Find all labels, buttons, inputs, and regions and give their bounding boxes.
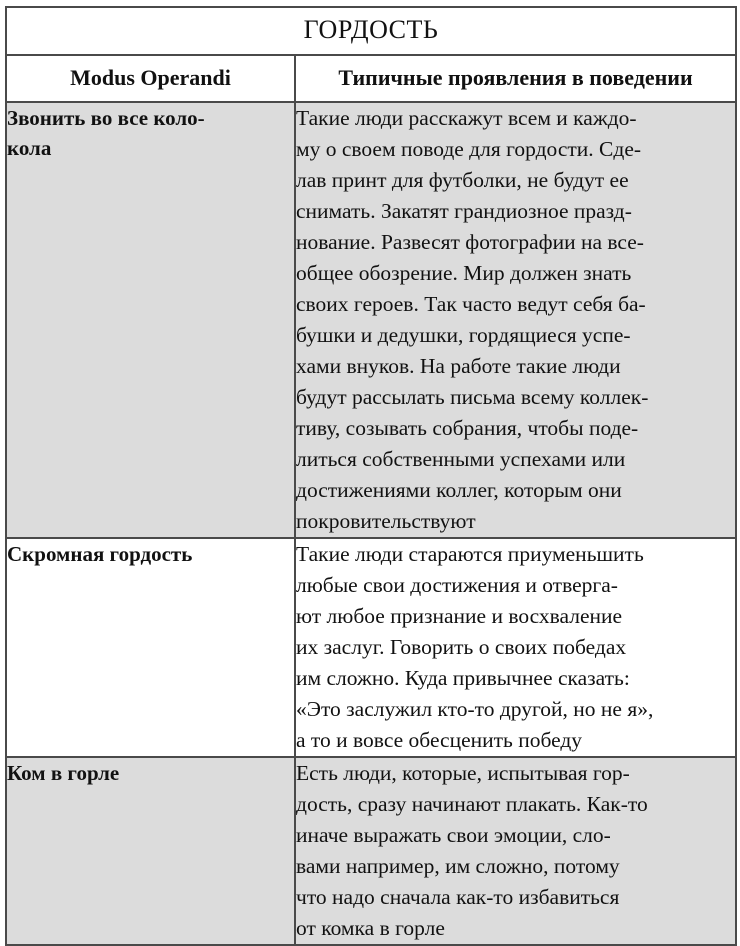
pride-table xyxy=(5,6,737,946)
cell-line: иначе выражать свои эмоции, сло- xyxy=(296,823,611,847)
cell-line: им сложно. Куда привычнее сказать: xyxy=(296,666,630,690)
cell-line: а то и вовсе обесценить победу xyxy=(296,728,583,752)
cell-behavior xyxy=(295,757,736,945)
column-header-behavior: Типичные проявления в поведении xyxy=(295,55,736,102)
cell-line: кола xyxy=(7,136,52,160)
table-row xyxy=(6,757,736,945)
column-header-modus-operandi: Modus Operandi xyxy=(6,55,295,102)
cell-behavior xyxy=(295,538,736,757)
cell-line: Скромная гордость xyxy=(7,542,193,566)
cell-line: му о своем поводе для гордости. Сде- xyxy=(296,137,642,161)
cell-line: нование. Развесят фотографии на все- xyxy=(296,230,644,254)
cell-line: тиву, созывать собрания, чтобы поде- xyxy=(296,416,639,440)
cell-modus-operandi xyxy=(6,538,295,757)
cell-line: Такие люди стараются приуменьшить xyxy=(296,542,644,566)
cell-line: «Это заслужил кто-то другой, но не я», xyxy=(296,697,654,721)
cell-line: литься собственными успехами или xyxy=(296,447,626,471)
cell-line: Такие люди расскажут всем и каждо- xyxy=(296,106,637,130)
cell-modus-operandi xyxy=(6,757,295,945)
cell-line: достижениями коллег, которым они xyxy=(296,478,622,502)
cell-line: хами внуков. На работе такие люди xyxy=(296,354,621,378)
table-row xyxy=(6,538,736,757)
cell-line: покровительствуют xyxy=(296,509,476,533)
column-header-row xyxy=(6,55,736,102)
cell-modus-operandi xyxy=(6,102,295,538)
cell-line: бушки и дедушки, гордящиеся успе- xyxy=(296,323,631,347)
cell-line: Звонить во все коло- xyxy=(7,106,205,130)
title-row xyxy=(6,7,736,55)
cell-behavior xyxy=(295,102,736,538)
table-body xyxy=(6,7,736,945)
cell-line: вами например, им сложно, потому xyxy=(296,854,620,878)
cell-line: своих героев. Так часто ведут себя ба- xyxy=(296,292,646,316)
cell-line: дость, сразу начинают плакать. Как-то xyxy=(296,792,648,816)
cell-line: общее обозрение. Мир должен знать xyxy=(296,261,632,285)
cell-line: Ком в горле xyxy=(7,761,120,785)
table-title: ГОРДОСТЬ xyxy=(6,7,736,55)
cell-line: Есть люди, которые, испытывая гор- xyxy=(296,761,630,785)
cell-line: их заслуг. Говорить о своих победах xyxy=(296,635,627,659)
cell-line: снимать. Закатят грандиозное празд- xyxy=(296,199,632,223)
cell-line: ют любое признание и восхваление xyxy=(296,604,623,628)
cell-line: будут рассылать письма всему коллек- xyxy=(296,385,649,409)
cell-line: от комка в горле xyxy=(296,916,445,940)
table-row xyxy=(6,102,736,538)
cell-line: что надо сначала как-то избавиться xyxy=(296,885,620,909)
cell-line: любые свои достижения и отверга- xyxy=(296,573,618,597)
cell-line: лав принт для футболки, не будут ее xyxy=(296,168,629,192)
